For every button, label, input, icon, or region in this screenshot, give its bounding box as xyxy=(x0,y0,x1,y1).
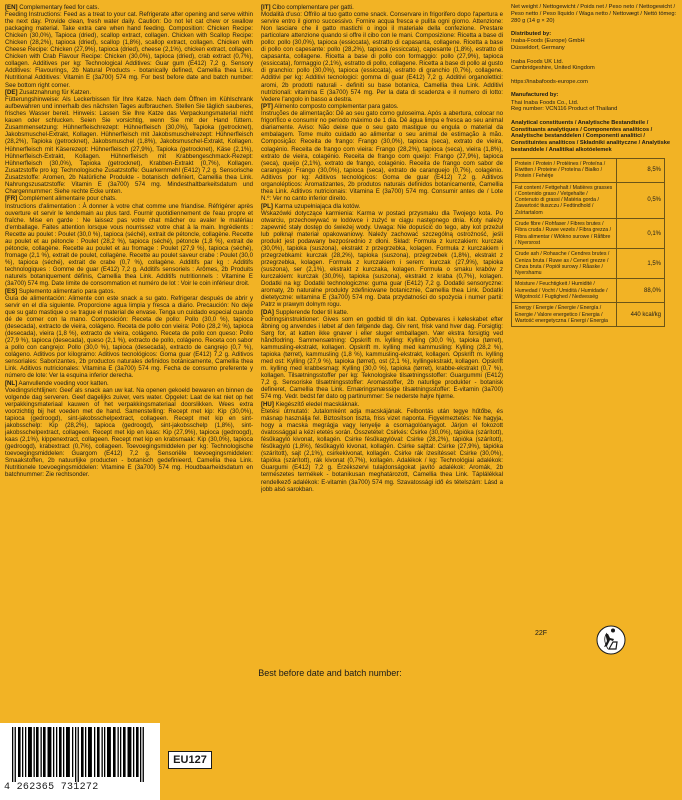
section-it xyxy=(261,4,503,103)
nutrient-value: 1,5% xyxy=(617,249,665,279)
body-en: Feeding Instructions: Feed as a treat to your cat. Refrigerate after opening and serve within the next day. Provide clean, fresh water daily. Caution: Do not let cat chew or swallow packaging material. Take extra care when hand feeding. Composition: Chicken Recipe: Chicken (30,0%), Tapioca (dried), scallop extract, collagen. Chicken with Scallop Recipe: Chicken (28,2%), tapioca (dried), scallop (1,8%), scallop extract, collagen. Chicken with Cheese Recipe: Chicken (27,9%), tapioca (dried), cheese (2,1%), chicken extract, collagen. Chicken with Crab Flavour Recipe: Chicken (30,0%), tapioca (dried), crab extract (0,7%), collagen. Additives per kg: Technological Additives: Guar gum (E412) 7,2 g. Sensory Additives: Flavourings, 2b Natural Products - botanically defined, Camellia thea Link. Nutritional Additives: Vitamin E (3a700) 574 mg. For best before date and batch number: See bottom right corner. xyxy=(5,11,253,89)
section-es xyxy=(5,288,253,380)
table-row xyxy=(512,158,665,182)
table-row xyxy=(512,279,665,303)
lang-code-nl: [NL] xyxy=(5,379,18,387)
lang-code-pl: [PL] xyxy=(261,202,273,210)
manufacturer-heading: Manufactured by: xyxy=(511,92,559,99)
info-column-right xyxy=(511,4,677,724)
nutrient-value: 0,5% xyxy=(617,182,665,218)
lang-code-hu: [HU] xyxy=(261,401,274,408)
title-it: Cibo complementare per gatti. xyxy=(272,4,354,11)
body-pl: Wskazówki dotyczące karmienia: Karma w postaci przysmaku dla Twojego kota. Po otwarciu, przechowywać w lodówce i zużyć w ciągu następnego dnia. Koty należy zapewnić stały dostęp do świeżej wody. Uwaga: Nie dopuścić do tego, aby kot przeżuł lub połknął materiał opakowaniowy. Należy zachować szczególną ostrożność, jeśli produkt jest podawany bezpośrednio z dłoni. Skład: Formuła z kurczakiem: kurczak (30,0%), tapioka (suszona), ekstrakt z przegrzebka, kolagen. Formuła z kurczakiem i przegrzebkami: kurczak (28,2%), tapioka (suszona), przegrzebek (1,8%), ekstrakt z przegrzebka, kolagen. Formuła z kurczakiem i serem: kurczak (27,9%), tapioka (suszona), ser (2,1%), ekstrakt z kurczaka, kolagen. Formuła o smaku krabów z kurczakiem: kurczak (30,0%), tapioka (suszona), ekstrakt z kraba (0,7%), kolagen. Dodatki na kg: Dodatki technologiczne: guma guar (E412) 7,2 g. Dodatki sensoryczne: aromaty, 2b naturalne produkty zdefiniowane botanicznie, Camellia thea Link. Dodatki dietetyczne: witamina E (3a700) 574 mg. Data przydatności do spożycia i numer partii: Patrz w prawym dolnym rogu. xyxy=(261,209,503,309)
eu-code-box: EU127 xyxy=(168,751,212,769)
table-row xyxy=(512,182,665,218)
nutrient-label: Crude ash / Rohasche / Cendres brutes / Ceniza bruta / Ruwe as / Ceneri grezze / Cinza bruta / Popiół surowy / Råaske / Nyershamu xyxy=(512,249,617,279)
title-hu: Kiegészítő eledel macskáknak. xyxy=(275,401,360,408)
nutrient-value: 440 kcal/kg xyxy=(617,303,665,327)
lang-code-da: [DA] xyxy=(261,308,274,316)
section-da xyxy=(261,309,503,401)
lang-code-it: [IT] xyxy=(261,4,271,11)
body-pt: Instruções de alimentação: Dê ao seu gato como guloseima. Após a abertura, colocar no frigorífico e consumir no período máximo de 1 dia. Dê água limpa e fresca ao seu animal diariamente. Aviso: Não deixe que o seu gato mastigue ou engula o material da embalagem. Tome muito cuidado ao alimentar o seu animal de estimação à mão. Composição: Receita de frango: Frango (30,0%), tapioca (seca), extrato de vieira, colagénio. Receita de frango com vieira: Frango (28,2%), tapioca (seca), vieira (1,8%), extrato de vieira, colagénio. Receita de frango com queijo: Frango (27,9%), tapioca (seca), queijo (2,1%), extrato de frango, colagénio. Receita de frango com sabor de caranguejo: Frango (30,0%), tapioca (seca), extrato de caranguejo (0,7%), colagénio. Aditivos por kg: Aditivos tecnológicos: Goma de guar (E412) 7,2 g. Aditivos organolépticos: Aromatizantes, 2b produtos naturais definidos botanicamente, Camellia thea Link. Aditivos nutricionais: Vitamina E (3a700) 574 mg. Consumir antes de / Lote N.º: Ver no canto inferior direito. xyxy=(261,110,503,202)
text-column-middle xyxy=(261,4,503,668)
body-de: Fütterungshinweise: Als Leckerbissen für Ihre Katze. Nach dem Öffnen im Kühlschrank aufbewahren und innerhalb des nächsten Tages aufbrauchen. Stellen Sie täglich sauberes, frisches Wasser bereit. Hinweis: Lassen Sie Ihre Katze das Verpackungsmaterial nicht kauen oder schlucken. Seien Sie vorsichtig, wenn Sie mit der Hand füttern. Zusammensetzung: Hühnerfleischrezept: Hühnerfleisch (30,0%), Tapioka (getrocknet), Jakobsmuschel-Extrakt, Kollagen. Hühnerfleisch mit Jakobsmuschelrezept: Hühnerfleisch (28,2%), Tapioka (getrocknet), Jakobsmuschel (1,8%), Jakobsmuschel-Extrakt, Kollagen. Hühnerfleisch mit Käserezept: Hühnerfleisch (27,9%), Tapioka (getrocknet), Käse (2,1%), Hühnerfleisch-Extrakt, Kollagen. Hühnerfleisch mit Krabbengeschmack-Rezept: Hühnerfleisch (30,0%), Tapioka (getrocknet), Krabben-Extrakt (0,7%), Kollagen. Zusatzstoffe pro kg: Technologische Zusatzstoffe: Guarkernmehl (E412) 7,2 g. Sensorische Zusatzstoffe: Aromen, 2b Natürliche Produkte - botanisch definiert, Camellia thea Link. Nahrungszusatzstoffe: Vitamin E (3a700) 574 mg. Mindesthaltbarkeitsdatum und Chargennummer: Siehe rechte Ecke unten. xyxy=(5,96,253,195)
section-en xyxy=(5,4,253,89)
section-nl xyxy=(5,380,253,479)
distributor-de: Inaba-Foods (Europe) GmbH Düsseldorf, Germany xyxy=(511,38,585,52)
barcode-icon xyxy=(10,727,150,782)
best-before-label: Best before date and batch number: xyxy=(258,668,402,678)
body-nl: Voedingsrichtlijnen: Geef als snack aan uw kat. Na openen gekoeld bewaren en binnen de volgende dag serveren. Geef dagelijks zuiver, vers water. Opgelet: Laat de kat niet op het verpakkingsmateriaal kauwen of het verpakkingsmateriaal doorslikken. Wees extra voorzichtig bij het voeden met de hand. Samenstelling: Recept met kip: Kip (30,0%), tapioca (gedroogd), sint-jakobsschelpextract, collageen. Recept met kip en sint-jakobsschelp: Kip (28,2%), tapioca (gedroogd), sint-jakobsschelp (1,8%), sint-jakobsschelpextract, collageen. Recept met kip en kaas: Kip (27,9%), tapioca (gedroogd), kaas (2,1%), kippenextract, collageen. Recept met kip en krabsmaak: Kip (30,0%), tapioca (gedroogd), krabextract (0,7%), collageen. Toevoegingsmiddelen per kg: Technologische toevoegingsmiddelen: Guargom (E412) 7,2 g. Sensoriële toevoegingsmiddelen: Smaakstoffen, 2b natuurlijke producten - botanisch gedefinieerd, Camellia thea Link. Nutritionele toevoegingsmiddelen: Vitamine E (3a700) 574 mg. Houdbaarheidsdatum en batchnummer: Zie rechtsonder. xyxy=(5,386,253,479)
title-nl: Aanvullende voeding voor katten. xyxy=(18,379,109,387)
section-pt xyxy=(261,103,503,202)
title-es: Suplemento alimentario para gatos. xyxy=(18,287,116,295)
lang-code-en: [EN] xyxy=(5,4,18,11)
body-fr: Instructions d'alimentation : À donner à votre chat comme une friandise. Réfrigérer après ouverture et servir le lendemain au plus tard. Fournir quotidiennement de l'eau propre et fraîche. Mise en garde : Ne laissez pas votre chat mâcher ou avaler le matériau d'emballage. Faites attention lorsque vous nourrissez votre chat à la main. Ingrédients : Recette au poulet : Poulet (30,0 %), tapioca (séché), extrait de pétoncle, collagène. Recette au poulet et au pétoncle : Poulet (28,2 %), tapioca (séché), pétoncle (1,8 %), extrait de pétoncle, collagène. Recette au poulet et au fromage : Poulet (27,9 %), tapioca (séché), fromage (2,1 %), extrait de poulet, collagène. Recette au poulet saveur crabe : Poulet (30,0 %), tapioca (séché), extrait de crabe (0,7 %), collagène. Additifs par kg : Additifs technologiques : Gomme de guar (E412) 7,2 g. Additifs sensoriels : Arômes, 2b Produits naturels botaniquement définis, Camellia thea Link. Additifs nutritionnels : Vitamine E (3a700) 574 mg. Date limite de consommation et numéro de lot : Voir le coin inférieur droit. xyxy=(5,202,253,288)
lang-code-pt: [PT] xyxy=(261,103,273,111)
table-row xyxy=(512,219,665,249)
nutrient-value: 0,1% xyxy=(617,219,665,249)
nutrient-label: Energy / Energie / Énergie / Energía / Energie / Valore energetico / Energia / Wartość energetyczna / Energi / Energia xyxy=(512,303,617,327)
analytical-heading: Analytical constituents / Analytische Bestandteile / Constituants analytiques / Componentes analíticos / Analytische bestanddelen / Componenti analitici / Constituintes analíticos / Składniki analityczne / Analytiske bestanddele / Analitikai alkotóelemek xyxy=(511,119,671,153)
body-da: Fodringsinstruktioner: Gives som en godbid til din kat. Opbevares i køleskabet efter åbning og anvendes i løbet af den følgende dag. Giv rent, frisk vand hver dag. Forsigtig: Sørg for, at katten ikke gnaver i eller sluger emballagen. Vær ekstra forsigtig ved håndfodring. Sammensætning: Opskrift m. kylling: Kylling (30,0 %), tapioka (tørret), kammusling-ekstrakt, kollagen. Opskrift m. kylling med kammusling: Kylling (28,2 %), tapioka (tørret), kammusling (1,8 %), kammusling-ekstrakt, kollagen. Opskrift m. kylling med ost: Kylling (27,9 %), tapioka (tørret), ost (2,1 %), kyllingekstrakt, kollagen. Opskrift m. kylling med krabbesmag: Kylling (30,0 %), tapioka (tørret), krabbe-ekstrakt (0,7 %), kollagen. Tilsætningsstoffer per kg: Teknologiske tilsætningsstoffer: Guargummi (E412) 7,2 g. Sensoriske tilsætningsstoffer: Aromastoffer, 2b naturlige produkter - botanisk defineret, Camellia thea Link. Ernæringsmæssige tilsætningsstoffer: E-vitamin (3a700) 574 mg. Vedr. bedst før dato og partinummer: Se nederste højre hjørne. xyxy=(261,315,503,401)
title-pt: Alimento composto complementar para gatos. xyxy=(274,103,399,111)
table-row xyxy=(512,303,665,327)
section-hu xyxy=(261,401,503,493)
lang-code-fr: [FR] xyxy=(5,195,18,203)
nutrient-label: Moisture / Feuchtigkeit / Humidité / Humedad / Vocht / Umidità / Humidade / Wilgotność / Fugtighed / Nedvesség xyxy=(512,279,617,303)
manufacturer-details: Thai Inaba Foods Co., Ltd. Reg number: VCN116 Product of Thailand xyxy=(511,99,618,113)
section-fr xyxy=(5,195,253,287)
recycle-code: 22F xyxy=(535,630,548,637)
text-column-left xyxy=(5,4,253,668)
net-weight: Net weight / Nettogewicht / Poids net / Peso neto / Nettogewicht / Peso netto / Peso líquido / Waga netto / Nettovægt / Nettó tömeg: 280 g (14 g × 20) xyxy=(511,4,677,24)
lang-code-de: [DE] xyxy=(5,89,18,97)
barcode-digits: 4 262365 731272 xyxy=(4,782,99,793)
distributor-uk: Inaba Foods UK Ltd. Cambridgeshire, United Kingdom xyxy=(511,58,595,72)
nutrition-table xyxy=(511,158,665,328)
nutrient-label: Protein / Protein / Protéines / Proteína / Eiwitten / Proteine / Proteína / Białko / Protein / Fehérje xyxy=(512,158,617,182)
title-de: Zusatznahrung für Katzen. xyxy=(19,89,92,97)
lang-code-es: [ES] xyxy=(5,287,18,295)
nutrient-value: 8,5% xyxy=(617,158,665,182)
body-es: Guía de alimentación: Alimente con este snack a su gato. Refrigerar después de abrir y servir en el día siguiente. Proporcione agua limpia y fresca a diario. Precaución: No deje que su gato mastique o se trague el material de envase. Tenga un cuidado especial cuando dé de comer con la mano. Composición: Receta de pollo: Pollo (30,0 %), tapioca (desecada), extracto de vieira, colágeno. Receta de pollo con vieira: Pollo (28,2 %), tapioca (desecada), vieira (1,8 %), extracto de vieira, colágeno. Receta de pollo con queso: Pollo (27,9 %), tapioca (desecada), queso (2,1 %), extracto de pollo, colágeno. Receta con sabor a pollo con cangrejo: Pollo (30,0 %), tapioca (desecada), extracto de cangrejo (0,7 %), colágeno. Aditivos por kilogramo: Aditivos tecnológicos: Goma guar (E412) 7,2 g. Aditivos sensoriales: Saborizantes, 2b productos naturales definidos botánicamente, Camellia thea Link. Aditivos nutricionales: Vitamina E (3a700) 574 mg. Fecha de consumo preferente y número de lote: Ver la esquina inferior derecha. xyxy=(5,294,253,380)
recycle-icon xyxy=(596,625,626,655)
title-da: Supplerende foder til katte. xyxy=(275,308,349,316)
nutrient-label: Crude fibre / Rohfaser / Fibres brutes / Fibra cruda / Ruwe vezels / Fibra grezza / Fibra alimentar / Włókno surowe / Råfibre / Nyersrost xyxy=(512,219,617,249)
section-de xyxy=(5,89,253,195)
website-link[interactable]: https://inabafoods-europe.com xyxy=(511,78,588,85)
title-en: Complementary feed for cats. xyxy=(19,4,100,11)
title-fr: Complément alimentaire pour chats. xyxy=(18,195,117,203)
table-row xyxy=(512,249,665,279)
distributor-heading: Distributed by: xyxy=(511,30,552,37)
body-hu: Etetési útmutató: Jutalomként adja macskájának. Felbontás után tegye hűtőbe, és másnap használja fel. Biztosítson tiszta, friss vizet naponta. Figyelmeztetés: Ne hagyja, hogy a macska megrágja vagy lenyelje a csomagolóanyagot. Járjon el fokozott óvatossággal a kézi etetés során. Összetétel: Csirkés: Csirke (30,0%), tápióka (szárított), fésűkagyló kivonat, kollagén. Csirke fésűkagylóval: Csirke (28,2%), tápióka (szárított), fésűkagyló (1,8%), fésűkagyló kivonat, kollagén. Csirke sajttal: Csirke (27,9%), tápióka (szárított), sajt (2,1%), csirkekivonat, kollagén. Csirke rák ízesítéssel: Csirke (30,0%), tápióka (szárított), rák kivonat (0,7%), kollagén. Adalékok / kg: Technológiai adalékok: Guargumi (E412) 7,2 g. Érzékszervi tulajdonságokat javító adalékok: Aromák, 2b természetes termékek - botanikusan meghatározott, Camellia thea Link. Táplálékkal rendelkező adalékok: E-vitamin (3a700) 574 mg. Szavatossági idő és tételszám: Lásd a jobb alsó sarokban. xyxy=(261,408,503,493)
section-pl xyxy=(261,203,503,309)
body-it: Modalità d'uso: Offrilo al tuo gatto come snack. Conservare in frigorifero dopo l'apertura e servire entro il giorno successivo. Fornire acqua fresca e pulita ogni giorno. Attenzione: Non lasciare che il gatto mastichi o ingoi il materiale della confezione. Prestare particolare attenzione quando si offre il cibo con le mani. Composizione: Ricetta a base di pollo: pollo (30,0%), tapioca (essiccata), estratto di capasanta, collagene. Ricetta a base di pollo con capesante: pollo (28,2%), tapioca (essiccata), capesante (1,8%), estratto di capasanta, collagene. Ricetta a base di pollo con formaggio: pollo (27,9%), tapioca (essiccata), formaggio (2,1%), estratto di pollo, collagene. Ricetta a base di pollo al gusto di granchio: pollo (30,0%), tapioca (essiccata), estratto di granchio (0,7%), collagene. Additivi per kg: Additivi tecnologici: gomma di guar (E412) 7,2 g. Additivi organolettici: aromi, 2b prodotti naturali - definiti su base botanica, Camellia thea Link. Additivi nutrizionali: vitamina E (3a700) 574 mg. Per la data di scadenza e il numero di lotto: Vedere l'angolo in basso a destra. xyxy=(261,11,503,103)
title-pl: Karma uzupełniająca dla kotów. xyxy=(274,202,361,210)
nutrient-label: Fat content / Fettgehalt / Matières grasses / Contenido graso / Vetgehalte / Contenuto di grassi / Matéria gorda / Zawartość tłuszczu / Fedtindhold / Zsírtartalom xyxy=(512,182,617,218)
nutrient-value: 88,0% xyxy=(617,279,665,303)
